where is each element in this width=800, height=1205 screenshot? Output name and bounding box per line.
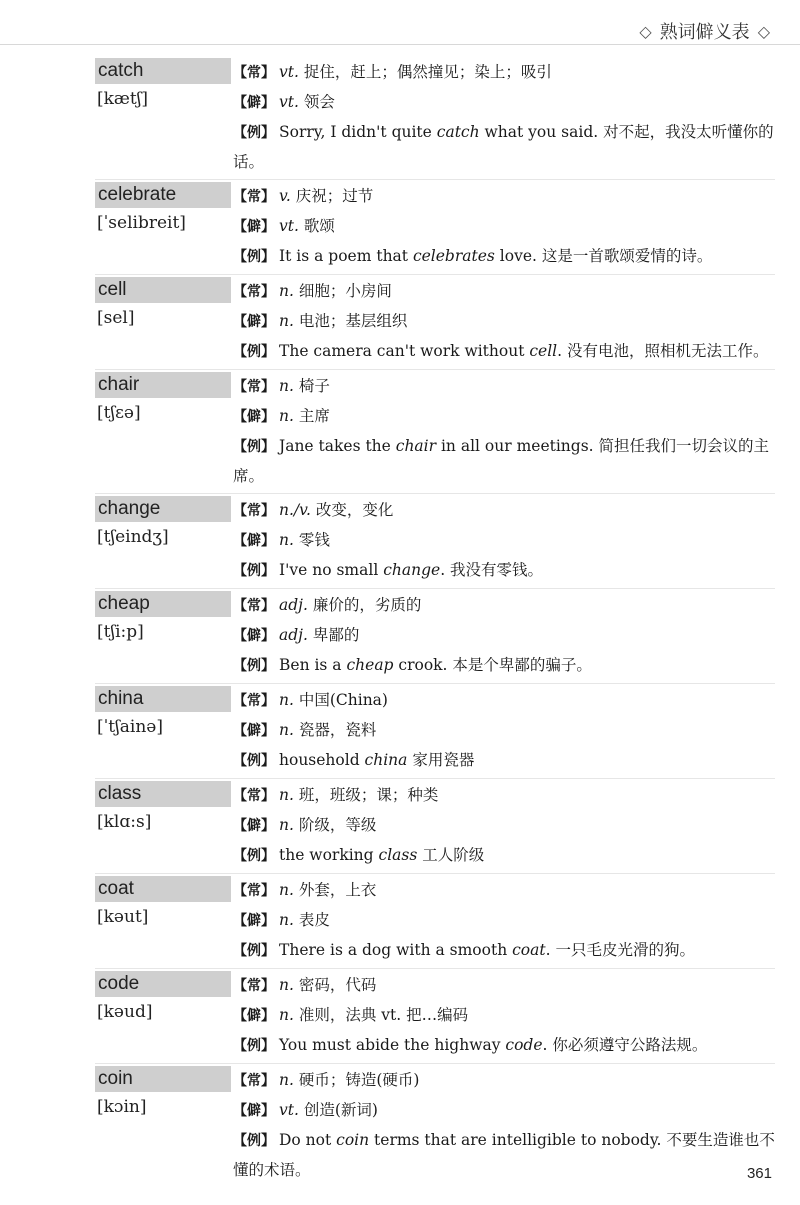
definition: 廉价的，劣质的: [307, 596, 422, 614]
part-of-speech: adj.: [279, 626, 308, 644]
example-tag: 【例】: [233, 1133, 275, 1149]
rare-tag: 【僻】: [233, 95, 275, 111]
rare-meaning: [233, 1096, 775, 1126]
example-text-post: . 没有电池，照相机无法工作。: [557, 342, 769, 360]
rare-tag: 【僻】: [233, 314, 275, 330]
headword: cheap: [95, 591, 231, 617]
example-tag: 【例】: [233, 848, 275, 864]
example-text-pre: There is a dog with a smooth: [279, 941, 513, 959]
example-text-pre: Sorry, I didn't quite: [279, 123, 437, 141]
example-sentence: [233, 936, 775, 966]
headword: catch: [95, 58, 231, 84]
example-text-post: crook. 本是个卑鄙的骗子。: [393, 656, 592, 674]
example-text-pre: household: [279, 751, 365, 769]
common-tag: 【常】: [233, 598, 275, 614]
part-of-speech: n.: [279, 407, 294, 425]
definition: 准则，法典 vt. 把…编码: [293, 1006, 469, 1024]
example-sentence: [233, 1126, 775, 1185]
vocab-entry: [95, 1066, 775, 1187]
common-tag: 【常】: [233, 978, 275, 994]
example-sentence: [233, 337, 775, 367]
phonetic: [kætʃ]: [97, 89, 148, 109]
example-text-post: . 我没有零钱。: [440, 561, 544, 579]
phonetic: [kɔin]: [97, 1097, 147, 1117]
part-of-speech: vt.: [279, 93, 299, 111]
example-keyword: class: [378, 846, 418, 864]
definition: 阶级，等级: [293, 816, 377, 834]
rare-meaning: [233, 402, 775, 432]
common-meaning: [233, 781, 775, 811]
part-of-speech: vt.: [279, 217, 299, 235]
example-keyword: coat: [512, 941, 546, 959]
definition: 密码，代码: [293, 976, 377, 994]
rare-tag: 【僻】: [233, 409, 275, 425]
header-divider: [0, 44, 800, 45]
part-of-speech: n.: [279, 976, 294, 994]
definition: 卑鄙的: [307, 626, 360, 644]
page-number: 361: [746, 1165, 772, 1182]
definition: 领会: [298, 93, 335, 111]
rare-meaning: [233, 1001, 775, 1031]
example-text-post: . 一只毛皮光滑的狗。: [545, 941, 695, 959]
common-tag: 【常】: [233, 284, 275, 300]
rare-tag: 【僻】: [233, 723, 275, 739]
example-text-pre: It is a poem that: [279, 247, 413, 265]
definition: 主席: [293, 407, 330, 425]
rare-tag: 【僻】: [233, 533, 275, 549]
example-keyword: cheap: [346, 656, 394, 674]
definition: 细胞；小房间: [293, 282, 392, 300]
definition: 改变，变化: [310, 501, 394, 519]
vocab-entry: [95, 58, 775, 180]
headword: change: [95, 496, 231, 522]
vocab-entry: [95, 277, 775, 370]
headword: code: [95, 971, 231, 997]
part-of-speech: vt.: [279, 1101, 299, 1119]
example-text-post: 家用瓷器: [407, 751, 475, 769]
example-text-pre: the working: [279, 846, 379, 864]
example-sentence: [233, 556, 775, 586]
headword: chair: [95, 372, 231, 398]
rare-tag: 【僻】: [233, 219, 275, 235]
example-sentence: [233, 118, 775, 177]
example-text-pre: Jane takes the: [279, 437, 396, 455]
rare-tag: 【僻】: [233, 818, 275, 834]
common-meaning: [233, 686, 775, 716]
phonetic: [tʃi:p]: [97, 622, 144, 642]
definition: 捉住，赶上；偶然撞见；染上；吸引: [298, 63, 552, 81]
common-meaning: [233, 971, 775, 1001]
example-text-post: love. 这是一首歌颂爱情的诗。: [494, 247, 713, 265]
vocab-entry: [95, 971, 775, 1064]
example-text-post: what you said. 对不起，我没太听懂你的话。: [233, 123, 774, 171]
part-of-speech: n.: [279, 1006, 294, 1024]
example-text-post: 工人阶级: [417, 846, 485, 864]
rare-meaning: [233, 88, 775, 118]
part-of-speech: n.: [279, 721, 294, 739]
definition: 庆祝；过节: [290, 187, 374, 205]
part-of-speech: vt.: [279, 63, 299, 81]
diamond-right-icon: ◇: [757, 21, 770, 41]
rare-tag: 【僻】: [233, 628, 275, 644]
definition: 电池；基层组织: [293, 312, 408, 330]
example-keyword: coin: [336, 1131, 370, 1149]
rare-meaning: [233, 906, 775, 936]
rare-tag: 【僻】: [233, 1103, 275, 1119]
example-keyword: code: [505, 1036, 543, 1054]
part-of-speech: adj.: [279, 596, 308, 614]
common-meaning: [233, 372, 775, 402]
example-keyword: cell: [529, 342, 558, 360]
running-header: [639, 18, 770, 44]
example-tag: 【例】: [233, 249, 275, 265]
common-meaning: [233, 277, 775, 307]
definition: 零钱: [293, 531, 330, 549]
definition: 硬币；铸造(硬币): [293, 1071, 420, 1089]
definition: 班，班级；课；种类: [293, 786, 439, 804]
example-tag: 【例】: [233, 344, 275, 360]
example-tag: 【例】: [233, 125, 275, 141]
part-of-speech: v.: [279, 187, 291, 205]
example-tag: 【例】: [233, 563, 275, 579]
definition: 瓷器，瓷料: [293, 721, 377, 739]
example-text-pre: Do not: [279, 1131, 337, 1149]
part-of-speech: n./v.: [279, 501, 311, 519]
rare-meaning: [233, 526, 775, 556]
headword: class: [95, 781, 231, 807]
definition: 创造(新词): [298, 1101, 378, 1119]
part-of-speech: n.: [279, 1071, 294, 1089]
common-tag: 【常】: [233, 693, 275, 709]
phonetic: [tʃeindʒ]: [97, 527, 169, 547]
part-of-speech: n.: [279, 312, 294, 330]
rare-meaning: [233, 307, 775, 337]
phonetic: [sel]: [97, 308, 135, 328]
common-meaning: [233, 1066, 775, 1096]
rare-meaning: [233, 811, 775, 841]
phonetic: [kəud]: [97, 1002, 153, 1022]
example-text-post: in all our meetings. 简担任我们一切会议的主席。: [233, 437, 770, 485]
example-sentence: [233, 746, 775, 776]
common-tag: 【常】: [233, 189, 275, 205]
vocab-entry: [95, 496, 775, 589]
common-meaning: [233, 591, 775, 621]
example-keyword: china: [364, 751, 408, 769]
vocab-entry: [95, 876, 775, 969]
vocab-entry: [95, 591, 775, 684]
definition: 歌颂: [298, 217, 335, 235]
definition: 表皮: [293, 911, 330, 929]
definition: 外套，上衣: [293, 881, 377, 899]
phonetic: [tʃɛə]: [97, 403, 141, 423]
part-of-speech: n.: [279, 786, 294, 804]
example-text-post: terms that are intelligible to nobody. 不要生造谁也不懂的术语。: [233, 1131, 775, 1179]
diamond-left-icon: ◇: [639, 21, 652, 41]
part-of-speech: n.: [279, 816, 294, 834]
example-keyword: chair: [395, 437, 437, 455]
example-text-pre: The camera can't work without: [279, 342, 530, 360]
example-text-pre: I've no small: [279, 561, 384, 579]
rare-meaning: [233, 212, 775, 242]
common-tag: 【常】: [233, 1073, 275, 1089]
example-keyword: change: [383, 561, 441, 579]
common-tag: 【常】: [233, 788, 275, 804]
example-tag: 【例】: [233, 658, 275, 674]
example-text-pre: Ben is a: [279, 656, 347, 674]
definition: 中国(China): [293, 691, 388, 709]
vocab-entry: [95, 372, 775, 494]
rare-meaning: [233, 716, 775, 746]
rare-tag: 【僻】: [233, 1008, 275, 1024]
headword: celebrate: [95, 182, 231, 208]
phonetic: [ˈselibreit]: [97, 213, 186, 233]
common-meaning: [233, 182, 775, 212]
example-keyword: catch: [436, 123, 480, 141]
headword: coin: [95, 1066, 231, 1092]
header-title: 熟词僻义表: [659, 22, 750, 43]
common-meaning: [233, 876, 775, 906]
part-of-speech: n.: [279, 282, 294, 300]
part-of-speech: n.: [279, 377, 294, 395]
vocab-entry: [95, 686, 775, 779]
vocab-entry: [95, 781, 775, 874]
example-sentence: [233, 841, 775, 871]
example-tag: 【例】: [233, 1038, 275, 1054]
part-of-speech: n.: [279, 881, 294, 899]
example-text-pre: You must abide the highway: [279, 1036, 506, 1054]
headword: coat: [95, 876, 231, 902]
vocab-entry: [95, 182, 775, 275]
rare-meaning: [233, 621, 775, 651]
example-tag: 【例】: [233, 439, 275, 455]
rare-tag: 【僻】: [233, 913, 275, 929]
example-sentence: [233, 1031, 775, 1061]
common-tag: 【常】: [233, 65, 275, 81]
part-of-speech: n.: [279, 531, 294, 549]
part-of-speech: n.: [279, 691, 294, 709]
example-sentence: [233, 242, 775, 272]
definition: 椅子: [293, 377, 330, 395]
phonetic: [ˈtʃainə]: [97, 717, 163, 737]
common-tag: 【常】: [233, 503, 275, 519]
example-tag: 【例】: [233, 753, 275, 769]
example-keyword: celebrates: [412, 247, 495, 265]
phonetic: [kəut]: [97, 907, 149, 927]
common-tag: 【常】: [233, 883, 275, 899]
headword: china: [95, 686, 231, 712]
example-sentence: [233, 651, 775, 681]
vocabulary-list: [95, 58, 775, 1189]
common-tag: 【常】: [233, 379, 275, 395]
example-sentence: [233, 432, 775, 491]
example-tag: 【例】: [233, 943, 275, 959]
phonetic: [klɑ:s]: [97, 812, 152, 832]
example-text-post: . 你必须遵守公路法规。: [542, 1036, 708, 1054]
common-meaning: [233, 58, 775, 88]
common-meaning: [233, 496, 775, 526]
headword: cell: [95, 277, 231, 303]
part-of-speech: n.: [279, 911, 294, 929]
